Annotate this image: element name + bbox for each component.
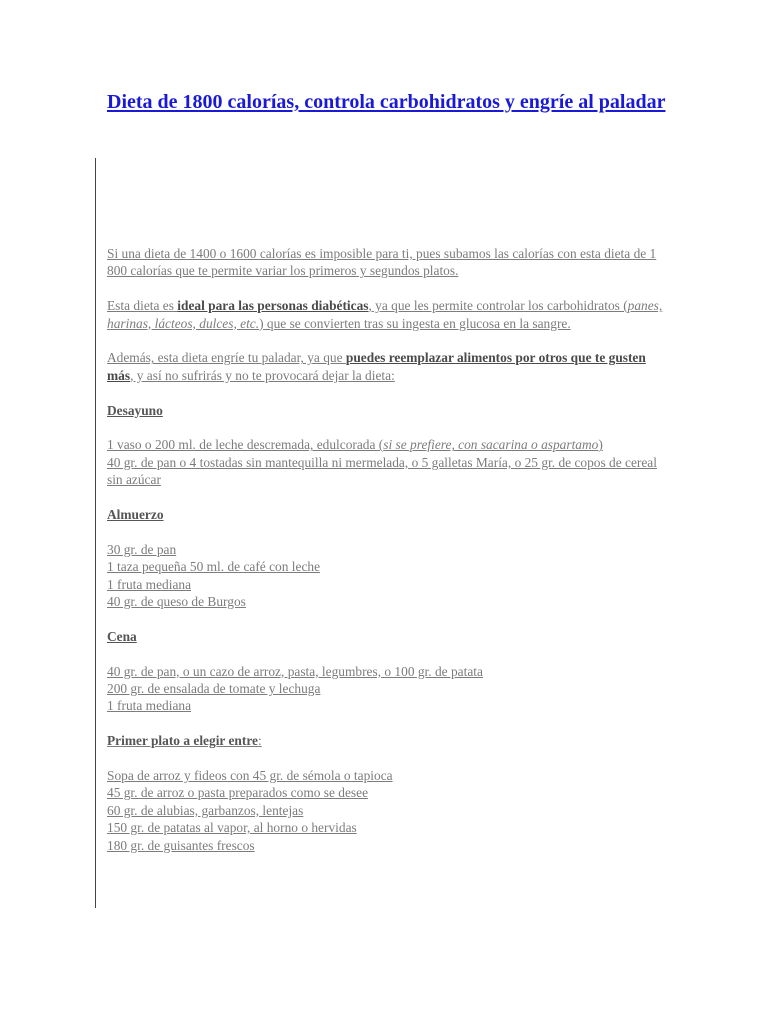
primer-plato-item[interactable]: 45 gr. de arroz o pasta preparados como se desee bbox=[107, 785, 369, 801]
intro-p3-text-b: , y así no sufrirás y no te provocará dejar la dieta: bbox=[130, 367, 395, 383]
article-body bbox=[107, 245, 667, 871]
primer-plato-item[interactable]: 150 gr. de patatas al vapor, al horno o hervidas bbox=[107, 820, 357, 836]
primer-plato-colon: : bbox=[257, 733, 262, 749]
almuerzo-item[interactable]: 1 taza pequeña 50 ml. de café con leche bbox=[107, 559, 321, 575]
intro-p3-text-a: Además, esta dieta engríe tu paladar, ya que bbox=[107, 350, 346, 366]
cena-item[interactable]: 1 fruta mediana bbox=[107, 698, 192, 714]
almuerzo-item[interactable]: 30 gr. de pan bbox=[107, 541, 177, 557]
intro-paragraph-2[interactable] bbox=[107, 297, 667, 332]
cena-list bbox=[107, 663, 667, 715]
section-heading-desayuno[interactable]: Desayuno bbox=[107, 402, 163, 418]
intro-p2-italic: panes, harinas, lácteos, dulces, etc. bbox=[107, 298, 663, 331]
section-heading-cena[interactable]: Cena bbox=[107, 628, 137, 644]
intro-p2-bold: ideal para las personas diabéticas bbox=[177, 298, 369, 314]
cena-item[interactable]: 200 gr. de ensalada de tomate y lechuga bbox=[107, 681, 321, 697]
intro-p3-bold: puedes reemplazar alimentos por otros que te gusten más bbox=[107, 350, 646, 383]
intro-p2-text-c: ) que se convierten tras su ingesta en glucosa en la sangre. bbox=[259, 315, 571, 331]
desayuno-item-1[interactable] bbox=[107, 436, 667, 453]
desayuno-item-1-italic: si se prefiere, con sacarina o aspartamo bbox=[383, 437, 599, 453]
primer-plato-heading-text: Primer plato a elegir entre bbox=[107, 733, 258, 749]
intro-paragraph-3[interactable] bbox=[107, 349, 667, 384]
article-title[interactable]: Dieta de 1800 calorías, controla carbohidratos y engríe al paladar bbox=[107, 91, 666, 113]
desayuno-item-2[interactable]: 40 gr. de pan o 4 tostadas sin mantequilla ni mermelada, o 5 galletas María, o 25 gr. de copos de cereal sin azúcar bbox=[107, 454, 657, 488]
section-heading-almuerzo[interactable]: Almuerzo bbox=[107, 507, 164, 523]
primer-plato-item[interactable]: 180 gr. de guisantes frescos bbox=[107, 837, 255, 853]
desayuno-list bbox=[107, 436, 667, 488]
primer-plato-item[interactable]: Sopa de arroz y fideos con 45 gr. de sémola o tapioca bbox=[107, 768, 393, 784]
primer-plato-list bbox=[107, 767, 667, 854]
primer-plato-item[interactable]: 60 gr. de alubias, garbanzos, lentejas bbox=[107, 802, 304, 818]
intro-p2-text-a: Esta dieta es bbox=[107, 298, 178, 314]
almuerzo-list bbox=[107, 541, 667, 611]
desayuno-item-1-text-b: ) bbox=[598, 437, 603, 453]
cena-item[interactable]: 40 gr. de pan, o un cazo de arroz, pasta, legumbres, o 100 gr. de patata bbox=[107, 663, 483, 679]
intro-paragraph-1[interactable]: Si una dieta de 1400 o 1600 calorías es imposible para ti, pues subamos las calorías con esta dieta de 1 800 calorías que te permite variar los primeros y segundos platos. bbox=[107, 246, 657, 279]
left-vertical-rule bbox=[95, 158, 96, 908]
desayuno-item-1-text-a: 1 vaso o 200 ml. de leche descremada, edulcorada ( bbox=[107, 437, 384, 453]
section-heading-primer-plato[interactable] bbox=[107, 732, 667, 749]
almuerzo-item[interactable]: 1 fruta mediana bbox=[107, 576, 192, 592]
intro-p2-text-b: , ya que les permite controlar los carbohidratos ( bbox=[368, 298, 628, 314]
almuerzo-item[interactable]: 40 gr. de queso de Burgos bbox=[107, 594, 246, 610]
